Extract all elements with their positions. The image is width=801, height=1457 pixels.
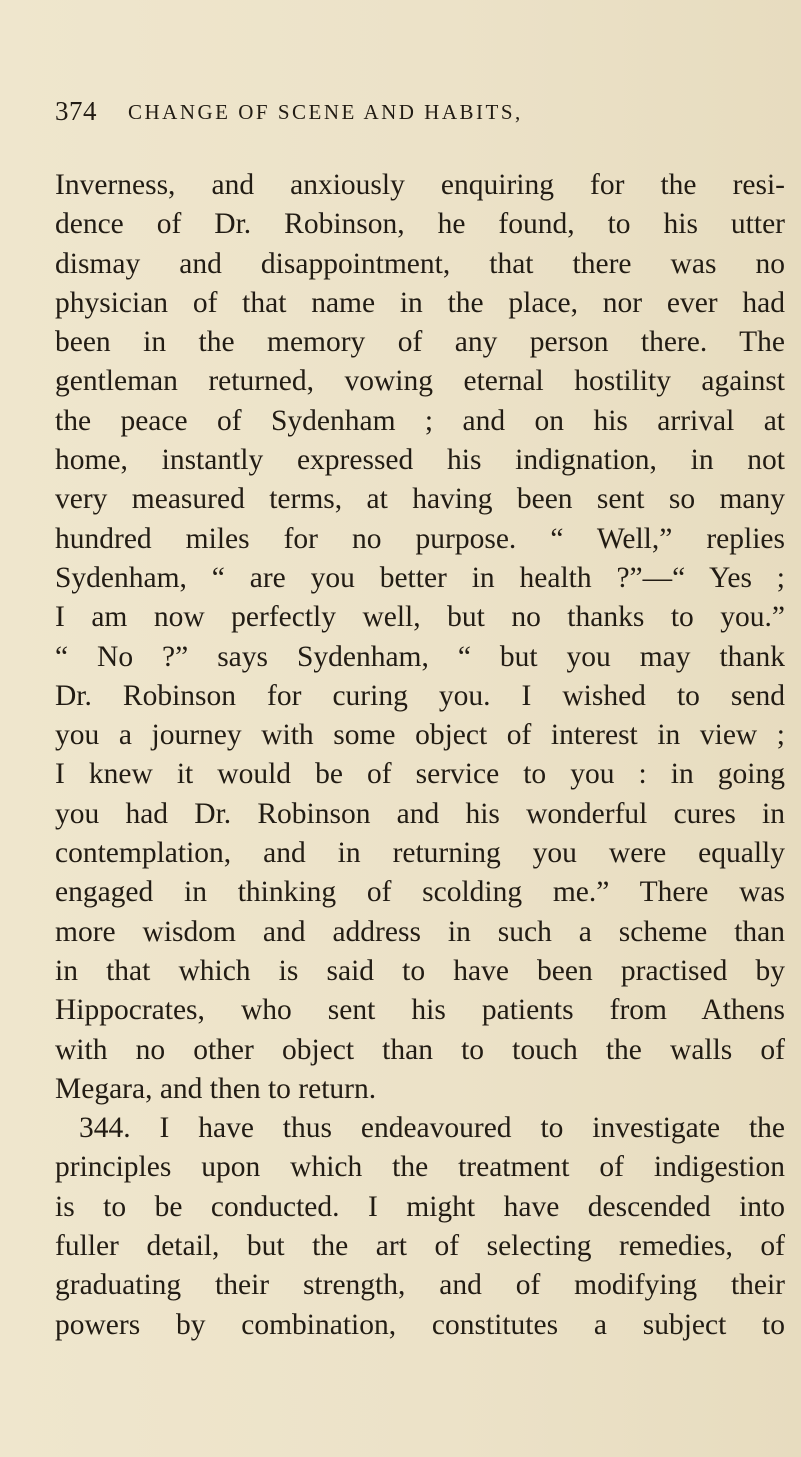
text-line: powers by combination, constitutes a subject to <box>55 1308 785 1341</box>
text-line: Hippocrates, who sent his patients from Athens <box>55 994 785 1027</box>
text-line: is to be conducted. I might have descended into <box>55 1190 785 1223</box>
text-line: home, instantly expressed his indignation, in not <box>55 444 785 477</box>
text-line: I knew it would be of service to you : in going <box>55 758 785 791</box>
body-text <box>55 166 785 1345</box>
text-line: more wisdom and address in such a scheme than <box>55 915 785 948</box>
text-line: the peace of Sydenham ; and on his arrival at <box>55 404 785 437</box>
text-line: gentleman returned, vowing eternal hostility against <box>55 365 785 398</box>
text-line: hundred miles for no purpose. “ Well,” replies <box>55 522 785 555</box>
text-line: dence of Dr. Robinson, he found, to his utter <box>55 208 785 241</box>
text-line: “ No ?” says Sydenham, “ but you may thank <box>55 640 785 673</box>
text-line: Inverness, and anxiously enquiring for the resi- <box>55 169 785 201</box>
text-line: with no other object than to touch the walls of <box>55 1033 785 1066</box>
text-line: physician of that name in the place, nor ever had <box>55 286 785 319</box>
paragraph-start-line: 344. I have thus endeavoured to investigate the <box>79 1112 785 1145</box>
text-line: Megara, and then to return. <box>55 1072 377 1105</box>
text-line: you had Dr. Robinson and his wonderful cures in <box>55 797 785 830</box>
page-number: 374 <box>55 96 97 126</box>
text-line: Dr. Robinson for curing you. I wished to send <box>55 679 785 712</box>
text-line: graduating their strength, and of modifying their <box>55 1269 785 1302</box>
text-line: I am now perfectly well, but no thanks to you.” <box>55 601 785 634</box>
text-line: principles upon which the treatment of indigestion <box>55 1151 785 1184</box>
text-line: in that which is said to have been practised by <box>55 954 785 987</box>
text-line: dismay and disappointment, that there was no <box>55 247 785 280</box>
running-head: CHANGE OF SCENE AND HABITS, <box>128 100 523 124</box>
text-line: engaged in thinking of scolding me.” There was <box>55 876 785 909</box>
page-header <box>55 96 755 136</box>
text-line: contemplation, and in returning you were equally <box>55 837 785 870</box>
text-line: fuller detail, but the art of selecting remedies, of <box>55 1230 785 1263</box>
text-line: been in the memory of any person there. The <box>55 326 785 359</box>
text-line: very measured terms, at having been sent so many <box>55 483 785 516</box>
text-line: Sydenham, “ are you better in health ?”—“ Yes ; <box>55 561 785 594</box>
text-line: you a journey with some object of interest in view ; <box>55 719 785 752</box>
